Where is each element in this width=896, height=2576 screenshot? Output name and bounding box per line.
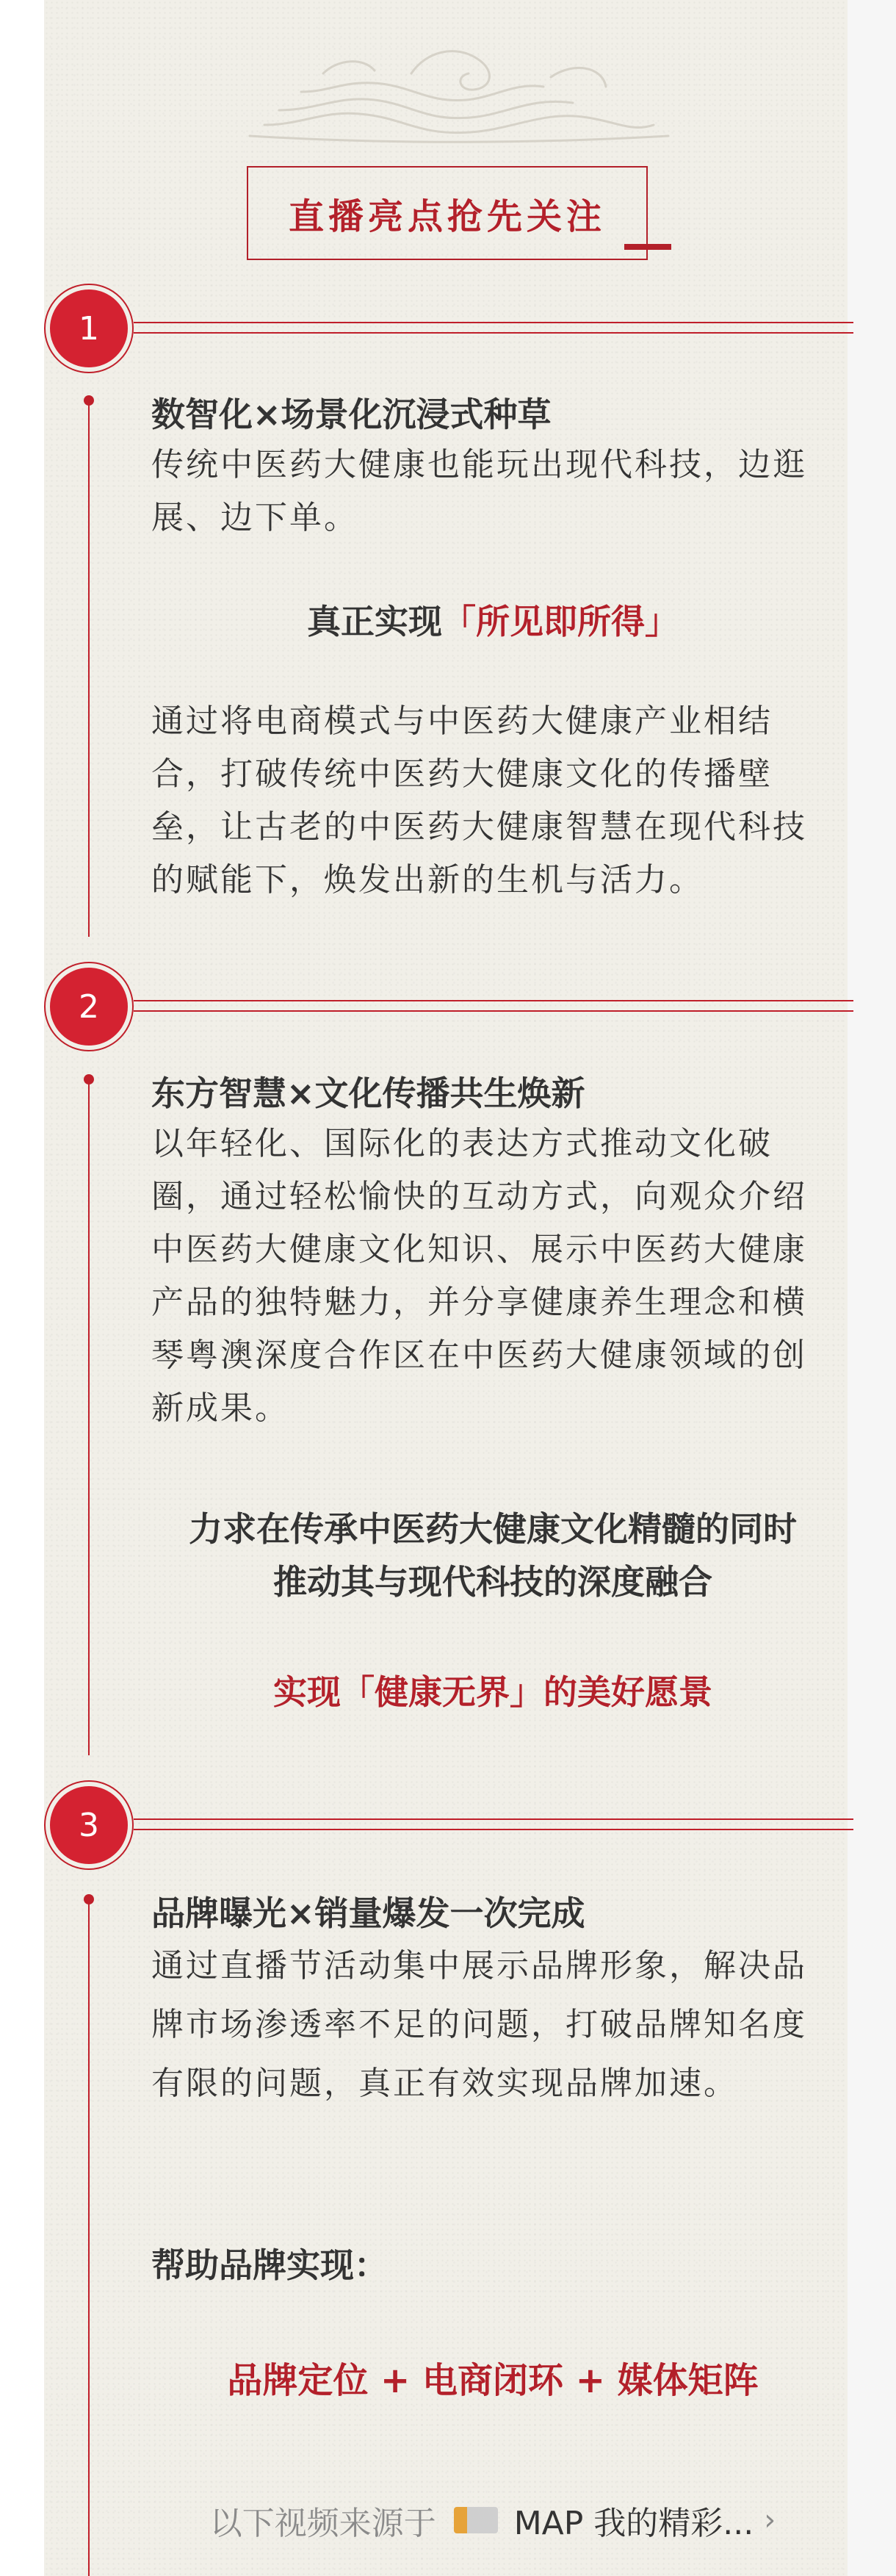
section-1-highlight (151, 595, 834, 644)
section-2-rule-bottom (134, 1010, 853, 1012)
video-source-bar[interactable] (151, 2480, 834, 2560)
section-2-number-badge (44, 962, 134, 1051)
section-3-number: 3 (50, 1786, 128, 1864)
section-1-rule-bottom (134, 332, 853, 334)
section-2-header (44, 962, 808, 1053)
section-3-header (44, 1780, 808, 1871)
channel-name-link[interactable]: MAP 我的精彩... (513, 2505, 754, 2542)
section-3-number-badge (44, 1780, 134, 1870)
section-2-body: 以年轻化、国际化的表达方式推动文化破圈，通过轻松愉快的互动方式，向观众介绍中医药大健康文化知识、展示中医药大健康产品的独特魅力，并分享健康养生理念和横琴粤澳深度合作区在中医药大健康领域的创新成果。 (151, 1125, 807, 1427)
right-margin (848, 0, 896, 2576)
title-box-accent (624, 244, 671, 250)
cloud-ornament-icon (235, 0, 676, 147)
section-1-body: 通过将电商模式与中医药大健康产业相结合，打破传统中医药大健康文化的传播壁垒，让古老的中医药大健康智慧在现代科技的赋能下，焕发出新的生机与活力。 (151, 702, 807, 899)
section-3-rule-top (134, 1818, 853, 1820)
section-1-subtitle: 数智化×场景化沉浸式种草 (151, 395, 552, 434)
section-3-subtitle: 品牌曝光×销量爆发一次完成 (151, 1893, 585, 1933)
section-2-bold-line-2: 推动其与现代科技的深度融合 (273, 1562, 712, 1602)
section-1-highlight-red: 「所见即所得」 (442, 602, 679, 641)
section-1-number: 1 (50, 289, 128, 367)
section-2-bold-line-1: 力求在传承中医药大健康文化精髓的同时 (189, 1509, 797, 1549)
section-1-intro: 传统中医药大健康也能玩出现代科技，边逛展、边下单。 (151, 446, 807, 536)
section-2-number: 2 (50, 968, 128, 1046)
section-2-timeline-line (88, 1079, 90, 1755)
section-1-timeline-line (88, 400, 90, 937)
section-3-red-line: 品牌定位 + 电商闭环 + 媒体矩阵 (227, 2360, 759, 2401)
section-1-highlight-prefix: 真正实现 (307, 602, 442, 641)
header-title-box (247, 166, 648, 260)
section-2-rule-top (134, 1000, 853, 1001)
section-3-body: 通过直播节活动集中展示品牌形象，解决品牌市场渗透率不足的问题，打破品牌知名度有限的问题，真正有效实现品牌加速。 (151, 1947, 807, 2102)
section-2-subtitle: 东方智慧×文化传播共生焕新 (151, 1073, 585, 1113)
chevron-right-icon[interactable]: › (764, 2503, 776, 2537)
section-2-red-line: 实现「健康无界」的美好愿景 (273, 1672, 712, 1712)
page-title: 直播亮点抢先关注 (288, 195, 606, 237)
section-1-header (44, 284, 808, 375)
section-3-timeline-line (88, 1899, 90, 2576)
section-1-rule-top (134, 322, 853, 323)
section-1-number-badge (44, 284, 134, 373)
section-3-rule-bottom (134, 1829, 853, 1830)
section-3-help-label: 帮助品牌实现： (151, 2245, 388, 2285)
channel-logo-icon (454, 2507, 498, 2533)
video-source-prefix: 以下视频来源于 (209, 2505, 436, 2542)
